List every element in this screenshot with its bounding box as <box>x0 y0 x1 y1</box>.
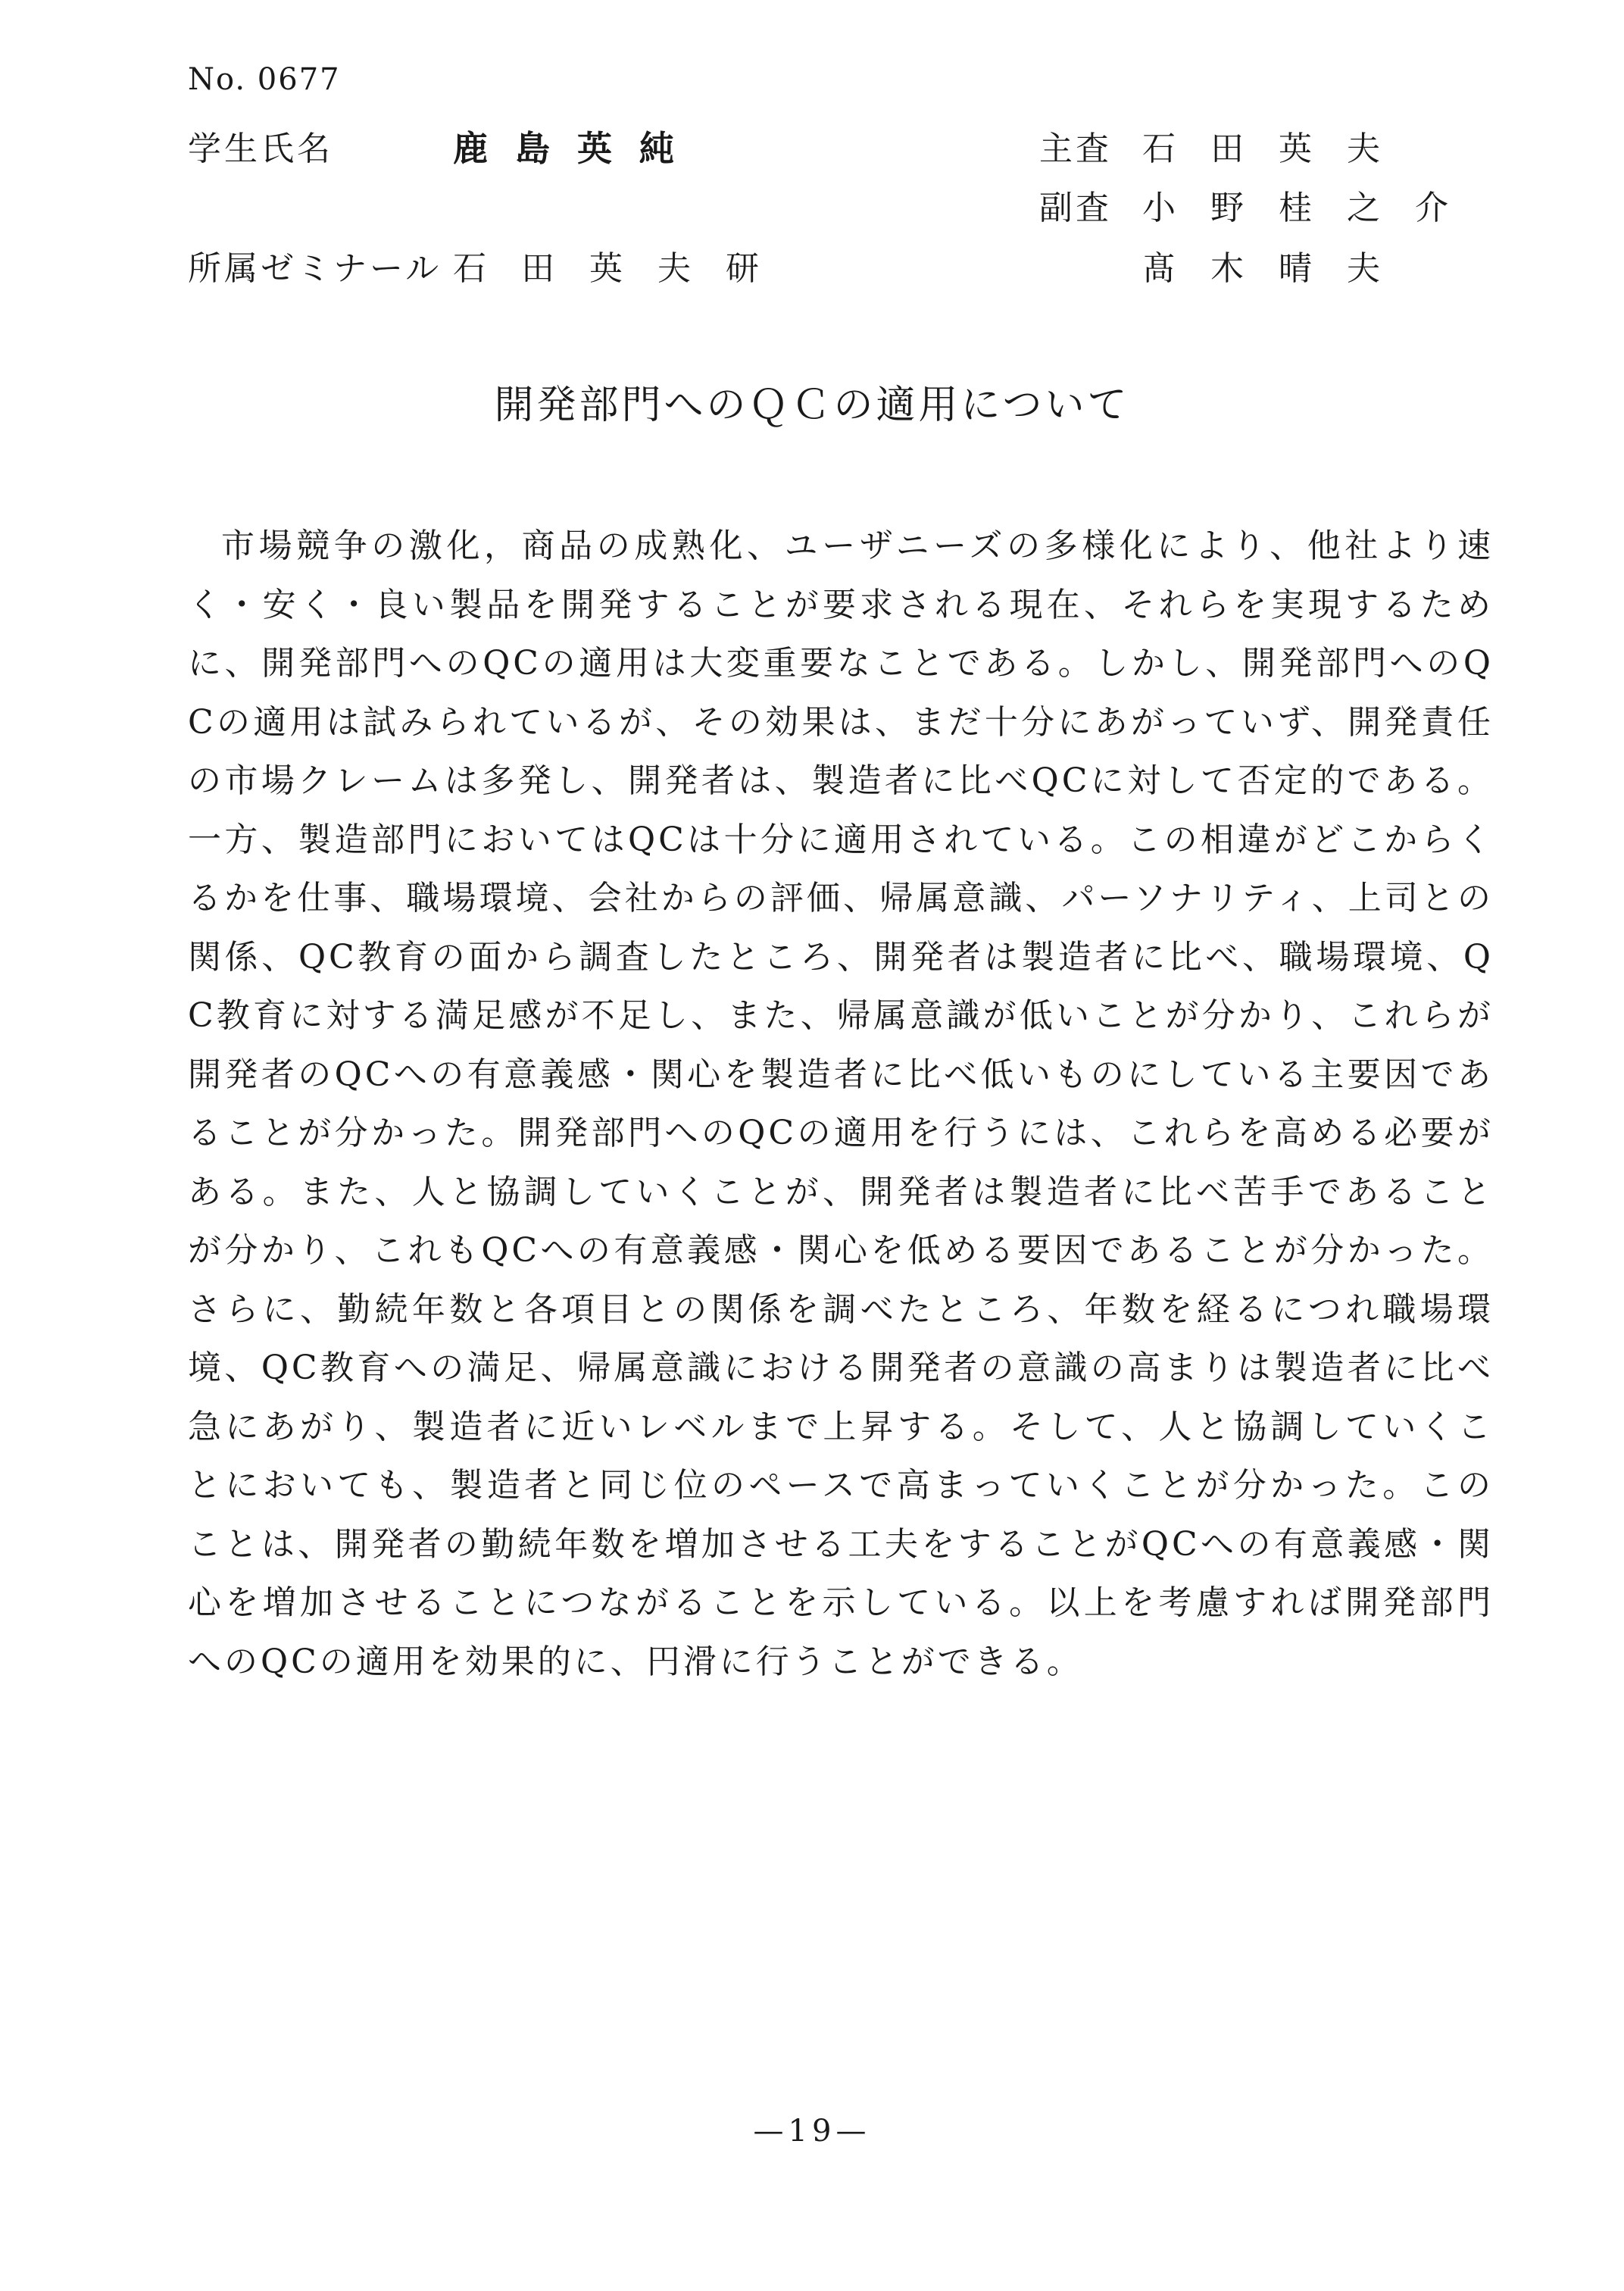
abstract-body: 市場競争の激化，商品の成熟化、ユーザニーズの多様化により、他社より速く・安く・良い製品を開発することが要求される現在、それらを実現するために、開発部門へのQCの適用は大変重要なことである。しかし、開発部門へのQCの適用は試みられているが、その効果は、まだ十分にあがっていず、開発責任の市場クレームは多発し、開発者は、製造者に比べQCに対して否定的である。一方、製造部門においてはQCは十分に適用されている。この相違がどこからくるかを仕事、職場環境、会社からの評価、帰属意識、パーソナリティ、上司との関係、QC教育の面から調査したところ、開発者は製造者に比べ、職場環境、QC教育に対する満足感が不足し、また、帰属意識が低いことが分かり、これらが開発者のQCへの有意義感・関心を製造者に比べ低いものにしている主要因であることが分かった。開発部門へのQCの適用を行うには、これらを高める必要がある。また、人と協調していくことが、開発者は製造者に比べ苦手であることが分かり、これもQCへの有意義感・関心を低める要因であることが分かった。さらに、勤続年数と各項目との関係を調べたところ、年数を経るにつれ職場環境、QC教育への満足、帰属意識における開発者の意識の高まりは製造者に比べ急にあがり、製造者に近いレベルまで上昇する。そして、人と協調していくことにおいても、製造者と同じ位のペースで高まっていくことが分かった。このことは、開発者の勤続年数を増加させる工夫をすることがQCへの有意義感・関心を増加させることにつながることを示している。以上を考慮すれば開発部門へのQCの適用を効果的に、円滑に行うことができる。 <box>188 527 1494 1681</box>
document-number: No. 0677 <box>188 62 341 97</box>
seminar-name: 石田英夫研 <box>453 249 794 288</box>
student-name: 鹿島英純 <box>453 128 701 169</box>
page-number: —19— <box>753 2114 871 2149</box>
student-name-label: 学生氏名 <box>188 130 333 168</box>
vice-examiner-name: 小野桂之介 <box>1142 189 1483 227</box>
seminar-label: 所属ゼミナール <box>188 249 442 288</box>
chief-examiner-name: 石田英夫 <box>1142 130 1415 168</box>
vice-examiner-label: 副査 <box>1039 189 1112 227</box>
chief-examiner-label: 主査 <box>1039 130 1112 168</box>
thesis-title: 開発部門へのＱＣの適用について <box>494 383 1130 428</box>
third-examiner-name: 髙木晴夫 <box>1142 249 1415 288</box>
